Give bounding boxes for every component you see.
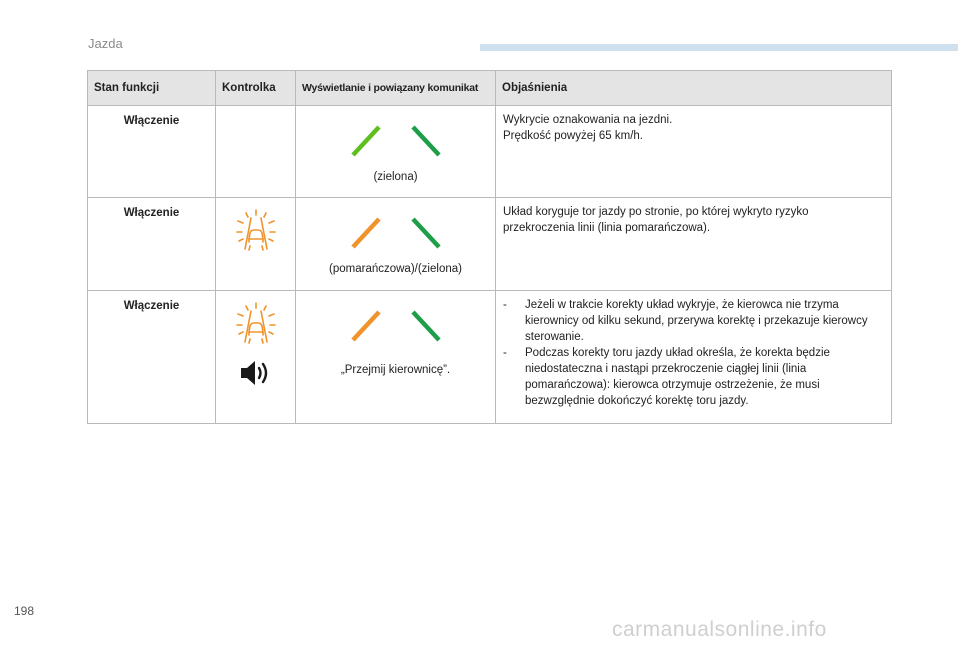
table-row — [88, 291, 892, 424]
explanation-text: Układ koryguje tor jazdy po stronie, po której wykryto ryzyko przekroczenia linii (linia pomarańczowa). — [503, 206, 809, 234]
display-caption: (pomarańczowa)/(zielona) — [329, 263, 462, 275]
explanation-cell — [496, 198, 892, 291]
display-cell — [296, 106, 496, 198]
explanation-list — [503, 297, 883, 409]
display-cell — [296, 291, 496, 424]
column-header-indicator: Kontrolka — [216, 71, 296, 106]
column-header-explanation: Objaśnienia — [496, 71, 892, 106]
right-lane-line — [413, 127, 439, 155]
function-status-table — [87, 70, 892, 424]
table-row — [88, 106, 892, 198]
display-cell — [296, 198, 496, 291]
lane-lines-icon — [349, 310, 443, 344]
speaker-sound-icon — [239, 359, 273, 387]
explanation-line: Prędkość powyżej 65 km/h. — [503, 130, 643, 142]
state-cell: Włączenie — [88, 291, 216, 424]
state-cell: Włączenie — [88, 198, 216, 291]
column-header-display: Wyświetlanie i powiązany komunikat — [296, 71, 496, 106]
lane-keep-assist-warning-icon — [234, 301, 278, 345]
section-title: Jazda — [88, 36, 123, 51]
left-lane-line — [353, 127, 379, 155]
display-caption: „Przejmij kierownicę”. — [340, 364, 451, 376]
table-header-row — [88, 71, 892, 106]
indicator-cell — [216, 198, 296, 291]
indicator-cell — [216, 291, 296, 424]
header-accent-bar — [480, 44, 958, 51]
lane-lines-icon — [349, 217, 443, 251]
watermark: carmanualsonline.info — [612, 618, 827, 641]
explanation-cell — [496, 106, 892, 198]
list-item: - Podczas korekty toru jazdy układ określa, że korekta będzie niedostateczna i nastąpi przekroczenie ciągłej linii (linia pomarańczowa): kierowca otrzymuje ostrzeżenie, że musi bezwzględnie dokończyć korektę toru jazdy. — [503, 345, 883, 409]
right-lane-line — [413, 219, 439, 247]
right-lane-line — [413, 312, 439, 340]
lane-keep-assist-warning-icon — [234, 208, 278, 252]
indicator-cell — [216, 106, 296, 198]
state-cell: Włączenie — [88, 106, 216, 198]
list-item: - Jeżeli w trakcie korekty układ wykryje, że kierowca nie trzyma kierownicy od kilku sekund, przerywa korektę i przekazuje kierowcy sterowanie. — [503, 297, 883, 345]
page-number: 198 — [14, 604, 35, 618]
display-caption: (zielona) — [373, 171, 418, 183]
left-lane-line — [353, 219, 379, 247]
lane-lines-icon — [349, 125, 443, 159]
column-header-state: Stan funkcji — [88, 71, 216, 106]
explanation-line: Wykrycie oznakowania na jezdni. — [503, 114, 673, 126]
table-row — [88, 198, 892, 291]
left-lane-line — [353, 312, 379, 340]
explanation-cell — [496, 291, 892, 424]
